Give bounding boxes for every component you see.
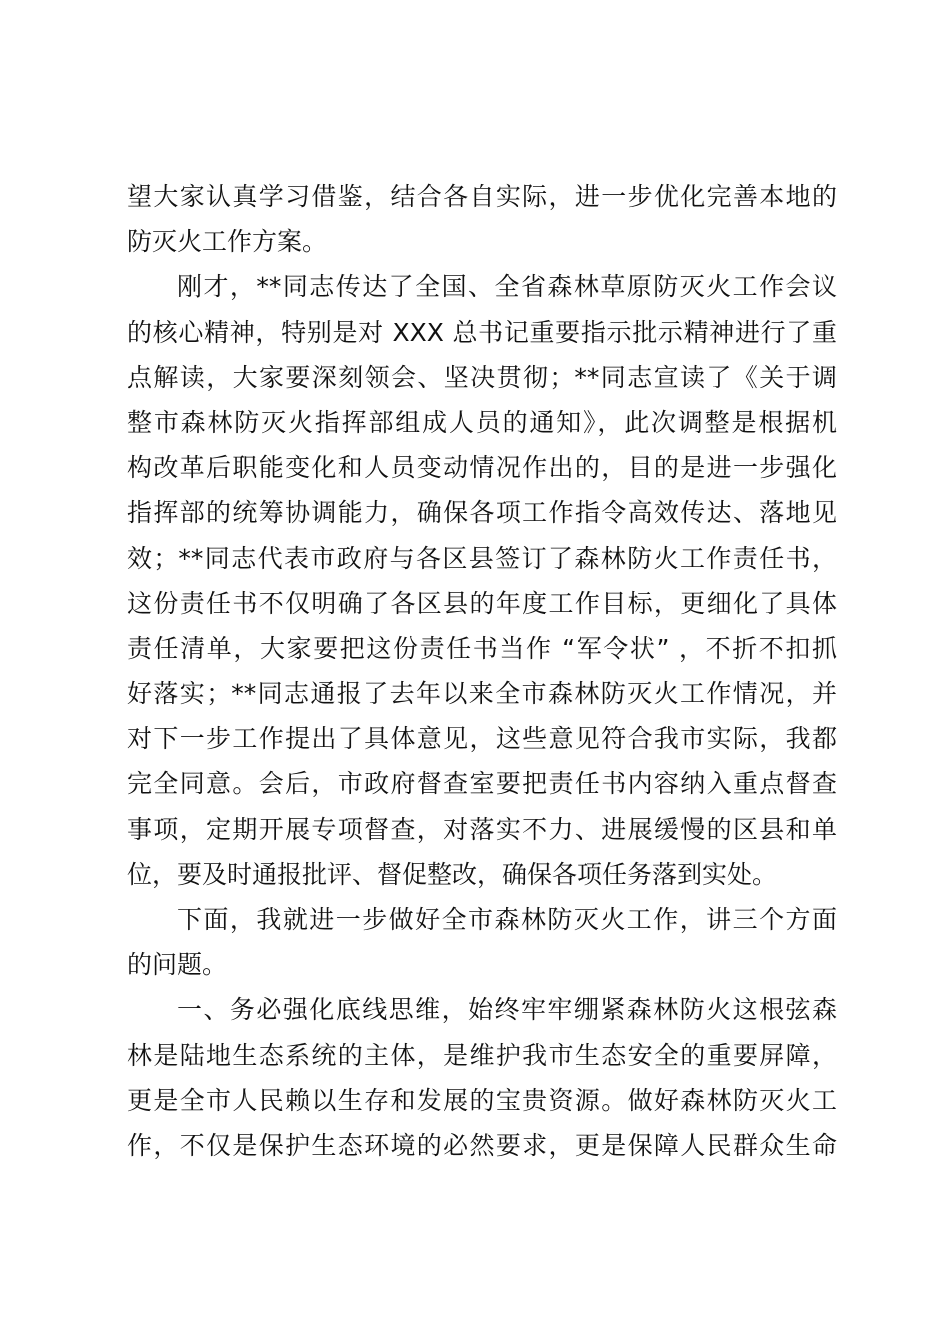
text-line: 位，要及时通报批评、督促整改，确保各项任务落到实处。	[127, 859, 778, 889]
text-line: 对下一步工作提出了具体意见，这些意见符合我市实际，我都	[127, 724, 837, 754]
text-line: 指挥部的统筹协调能力，确保各项工作指令高效传达、落地见	[127, 498, 837, 528]
paragraph	[127, 264, 837, 897]
text-line: 构改革后职能变化和人员变动情况作出的，目的是进一步强化	[127, 453, 837, 483]
text-line: 望大家认真学习借鉴，结合各自实际，进一步优化完善本地的	[127, 182, 837, 211]
text-line: 更是全市人民赖以生存和发展的宝贵资源。做好森林防灭火工	[127, 1085, 837, 1115]
text-line: 下面，我就进一步做好全市森林防灭火工作，讲三个方面	[177, 905, 837, 934]
text-line: 整市森林防灭火指挥部组成人员的通知》，此次调整是根据机	[127, 407, 837, 437]
text-line: 防灭火工作方案。	[127, 227, 328, 257]
text-line: 刚才，**同志传达了全国、全省森林草原防灭火工作会议	[177, 272, 837, 302]
paragraph	[127, 987, 837, 1168]
text-line: 作，不仅是保护生态环境的必然要求，更是保障人民群众生命	[127, 1130, 837, 1160]
text-line: 一、务必强化底线思维，始终牢牢绷紧森林防火这根弦森	[177, 995, 837, 1025]
text-line: 事项，定期开展专项督查，对落实不力、进展缓慢的区县和单	[127, 814, 837, 844]
text-line: 责任清单，大家要把这份责任书当作 “军令状” ，不折不扣抓	[127, 633, 837, 663]
text-line: 效；**同志代表市政府与各区县签订了森林防火工作责任书，	[127, 543, 837, 573]
paragraph	[127, 174, 837, 264]
text-line: 林是陆地生态系统的主体，是维护我市生态安全的重要屏障，	[127, 1040, 837, 1070]
text-line: 的核心精神，特别是对 XXX 总书记重要指示批示精神进行了重	[127, 317, 837, 347]
paragraph	[127, 897, 837, 987]
document-body	[127, 174, 837, 1168]
text-line: 好落实；**同志通报了去年以来全市森林防灭火工作情况，并	[127, 679, 837, 709]
text-line: 点解读，大家要深刻领会、坚决贯彻；**同志宣读了《关于调	[127, 362, 837, 392]
text-line: 的问题。	[127, 950, 228, 980]
text-line: 这份责任书不仅明确了各区县的年度工作目标，更细化了具体	[127, 588, 837, 618]
text-line: 完全同意。会后，市政府督查室要把责任书内容纳入重点督查	[127, 769, 837, 799]
